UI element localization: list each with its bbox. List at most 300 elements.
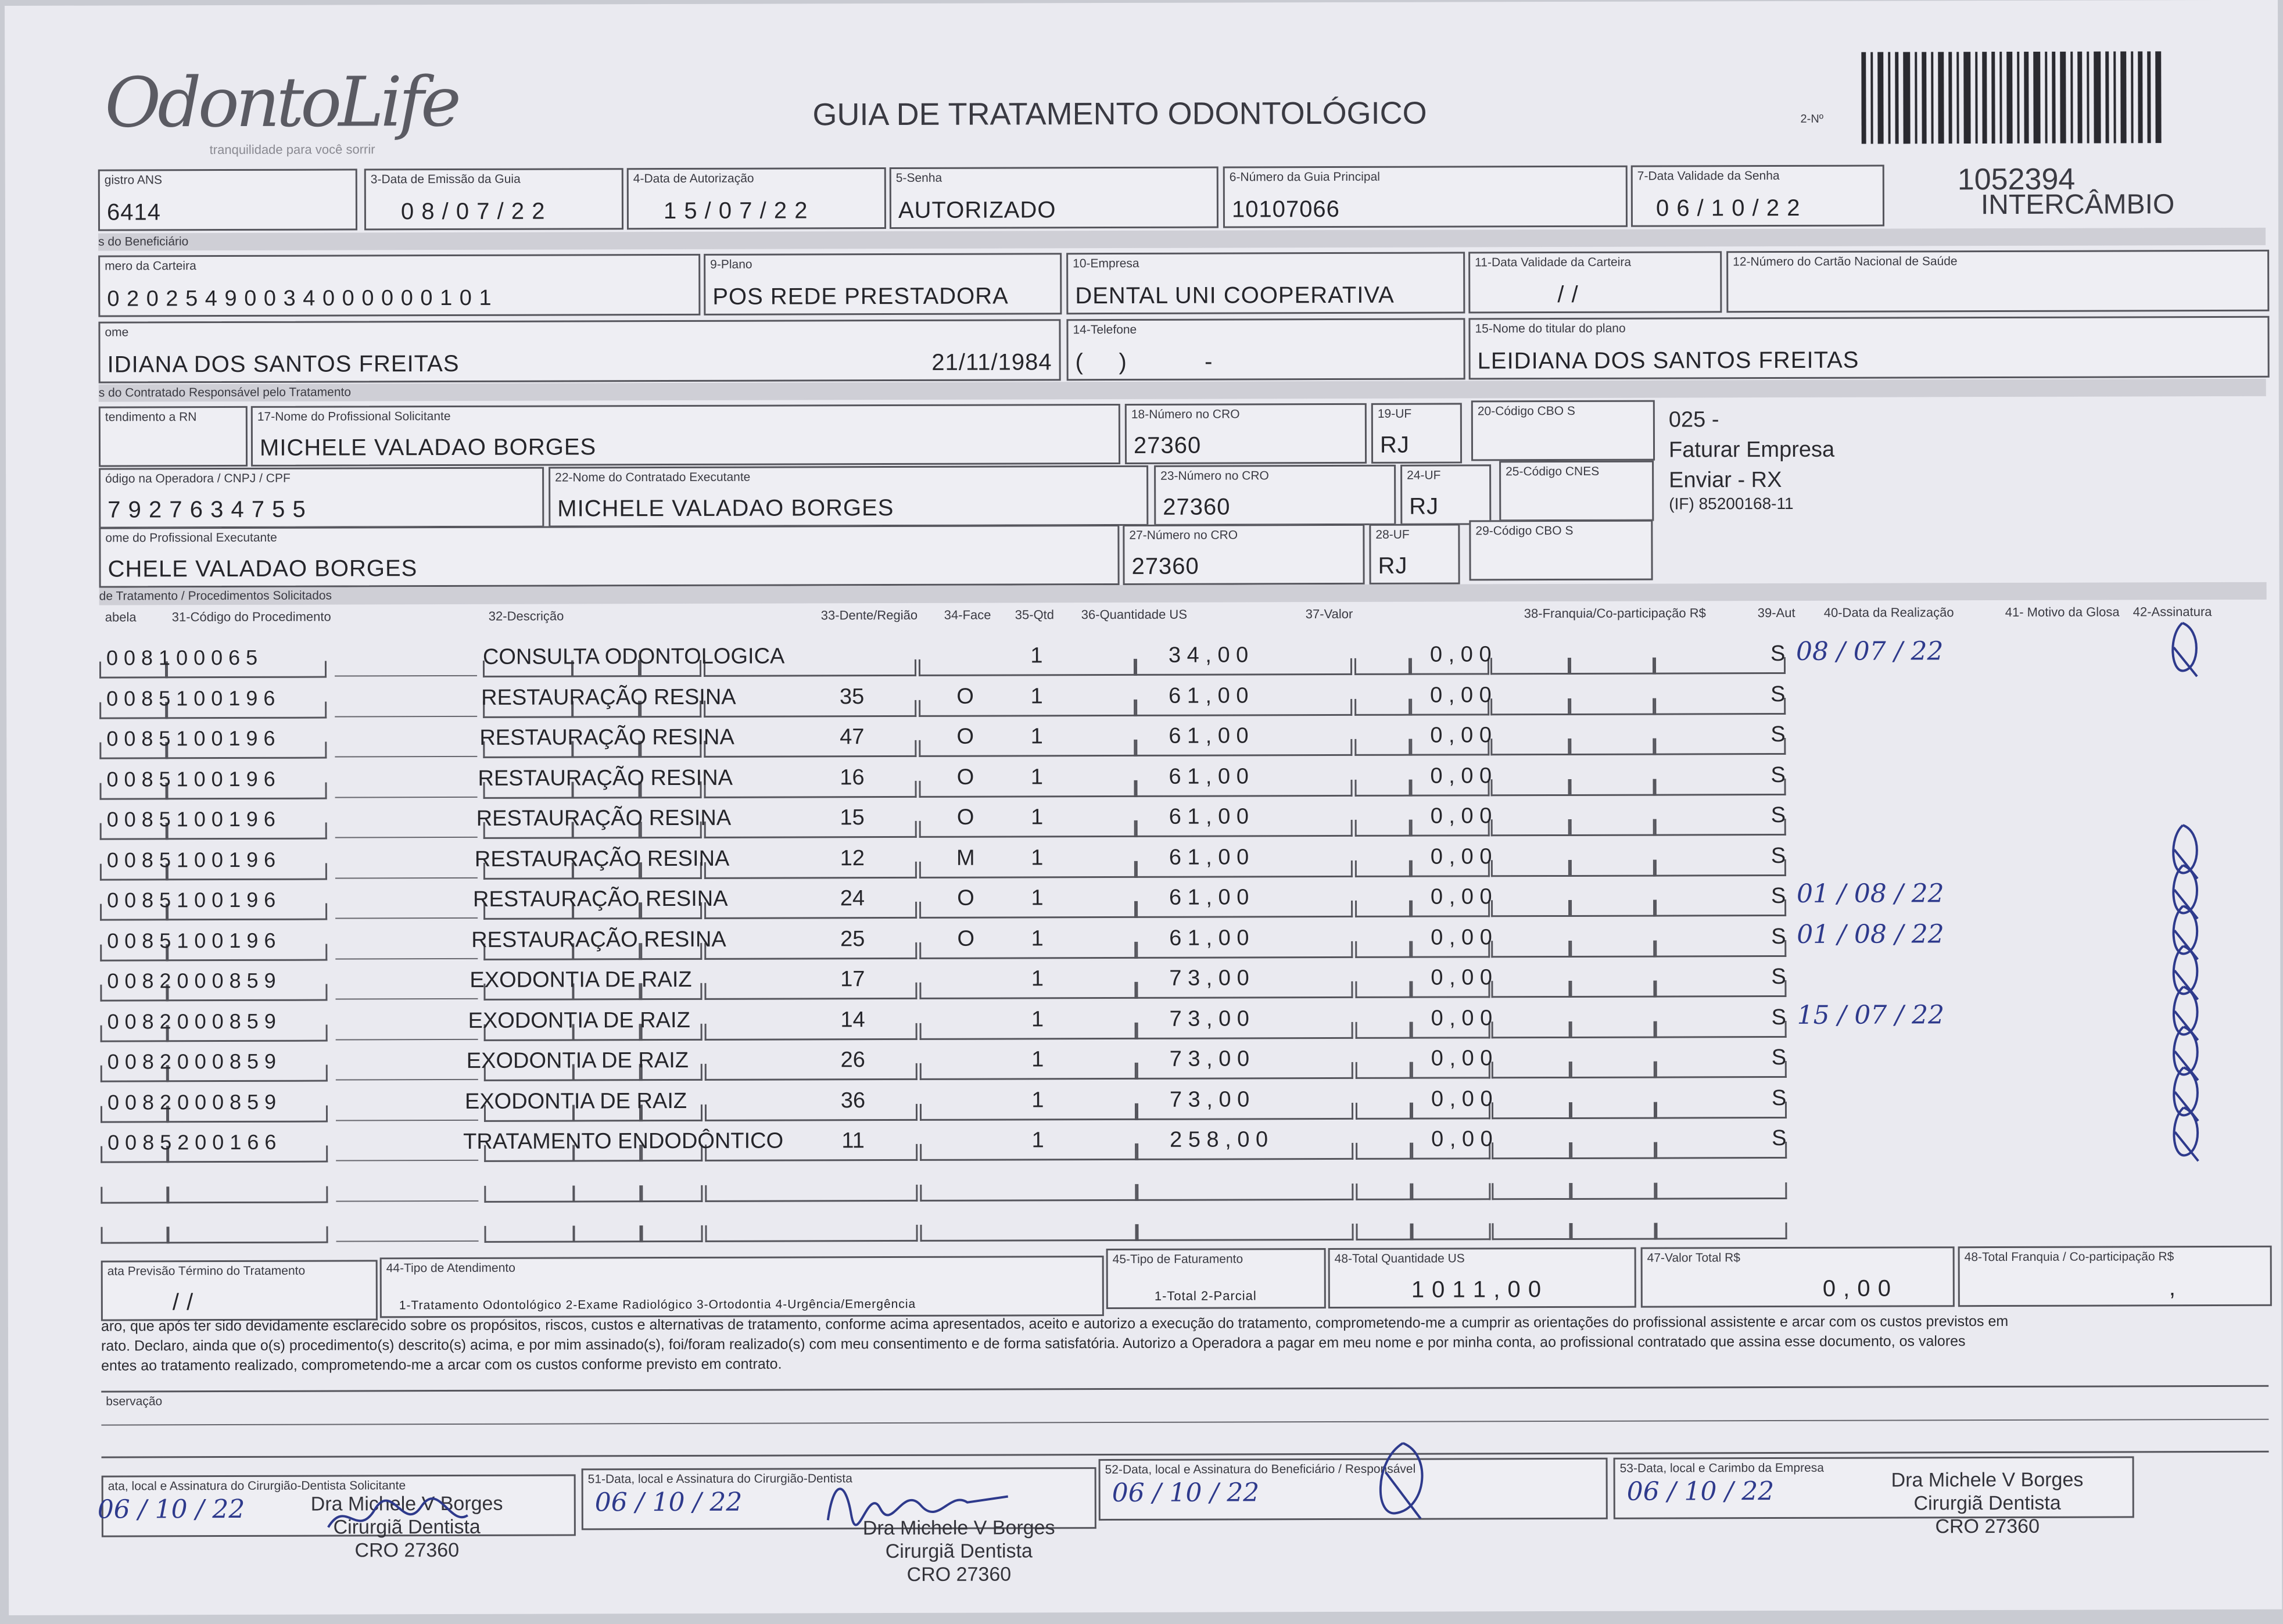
quantidade[interactable]: 1 [1031,1047,1044,1072]
autorizado[interactable]: S [1770,641,1786,666]
col-face: 34-Face [944,607,991,622]
data-realizacao[interactable]: 01 / 08 / 22 [1796,879,1944,909]
procedure-description[interactable]: EXODONTIA DE RAIZ [468,1008,690,1033]
stamp-role: Cirurgiã Dentista [333,1515,481,1539]
table-row [101,1039,2268,1086]
digit-box [1355,981,1411,998]
procedure-description[interactable]: RESTAURAÇÃO RESINA [476,805,732,831]
quantidade[interactable]: 1 [1031,845,1044,870]
quantidade[interactable]: 1 [1030,643,1043,668]
procedure-description[interactable]: EXODONTIA DE RAIZ [464,1088,687,1114]
digit-box [920,1224,1138,1242]
digit-box [1491,940,1570,957]
quantidade-us[interactable]: 6 1 , 0 0 [1169,763,1249,789]
cnes-label: 25-Código CNES [1506,464,1600,479]
digit-box [485,1225,575,1242]
procedure-description[interactable]: RESTAURAÇÃO RESINA [478,765,733,791]
odontolife-logo [105,61,458,157]
table-row [100,959,2267,1005]
quantidade-us[interactable]: 6 1 , 0 0 [1169,925,1249,951]
rn-field[interactable] [99,406,248,467]
note-line-2: Faturar Empresa [1668,437,1835,463]
qtd-us-field[interactable] [1328,1247,1636,1308]
telefone-value: ( ) - [1075,349,1213,375]
franquia[interactable]: 0 , 0 0 [1431,1046,1493,1071]
uf28-label: 28-UF [1375,528,1410,542]
digit-box [484,1185,575,1202]
description-line [335,755,477,758]
consent-line-3: entes ao tratamento realizado, comprometendo-me a arcar com os custos conforme previsto em contrato. [101,1356,782,1374]
quantidade-us[interactable]: 7 3 , 0 0 [1169,1006,1249,1031]
autorizado[interactable]: S [1772,1125,1787,1151]
uf24-value: RJ [1409,493,1439,519]
digit-box [1655,980,1786,998]
dente-regiao[interactable]: 16 [840,765,865,790]
digit-box [1355,941,1411,958]
quantidade-us[interactable]: 7 3 , 0 0 [1169,1046,1250,1071]
procedure-description[interactable]: RESTAURAÇÃO RESINA [472,886,728,912]
franquia[interactable]: 0 , 0 0 [1431,1086,1493,1112]
franquia[interactable]: 0 , 0 0 [1430,763,1492,788]
faturamento-value: 1-Total 2-Parcial [1154,1288,1257,1303]
franquia[interactable]: 0 , 0 0 [1430,804,1492,829]
digit-box [1569,658,1654,675]
franquia[interactable]: 0 , 0 0 [1430,723,1492,748]
procedimentos-section: de Tratamento / Procedimentos Solicitados [99,582,2267,605]
emissao-label: 3-Data de Emissão da Guia [370,172,521,187]
cro23-field[interactable] [1154,465,1396,526]
digit-box [1492,1102,1571,1118]
rn-label: tendimento a RN [105,410,197,424]
franquia-total-field[interactable] [1958,1246,2272,1307]
dente-regiao[interactable]: 47 [840,725,865,750]
procedure-code[interactable]: 0 0 8 5 1 0 0 1 9 6 [106,887,276,912]
ans-field[interactable] [98,169,357,231]
empresa-value: DENTAL UNI COOPERATIVA [1075,282,1395,309]
validade-carteira-label: 11-Data Validade da Carteira [1475,255,1632,270]
table-row [100,837,2267,884]
col-dente: 33-Dente/Região [820,607,918,623]
autorizado[interactable]: S [1771,722,1786,747]
procedure-description[interactable]: EXODONTIA DE RAIZ [469,967,692,992]
stamp-cro: CRO 27360 [1935,1515,2040,1538]
franquia[interactable]: 0 , 0 0 [1431,1127,1493,1152]
sig-beneficiario-field[interactable] [1099,1458,1608,1521]
quantidade-us[interactable]: 6 1 , 0 0 [1169,885,1249,910]
dente-regiao[interactable]: 11 [841,1128,865,1153]
cartao-nacional-label: 12-Número do Cartão Nacional de Saúde [1733,254,1958,269]
digit-box [1492,1021,1571,1038]
procedure-description[interactable]: EXODONTIA DE RAIZ [466,1048,689,1073]
data-realizacao[interactable]: 15 / 07 / 22 [1797,999,1945,1030]
uf19-field[interactable] [1371,403,1462,463]
quantidade[interactable]: 1 [1031,1006,1044,1031]
digit-box [1571,1223,1655,1240]
franquia[interactable]: 0 , 0 0 [1429,642,1492,667]
procedure-code[interactable]: 0 0 8 2 0 0 0 8 5 9 [107,1089,277,1114]
procedure-code[interactable]: 0 0 8 5 1 0 0 1 9 6 [106,766,275,791]
digit-box [1569,779,1654,795]
digit-box [101,1227,169,1243]
barcode-icon [1861,51,2163,144]
cro23-label: 23-Número no CRO [1160,469,1269,483]
autorizado[interactable]: S [1771,924,1786,949]
digit-box [1491,819,1570,836]
digit-box [101,1186,168,1203]
digit-box [1570,981,1655,998]
digit-box [641,1225,703,1242]
signature-mark-icon [2157,1103,2210,1167]
col-qtd: 35-Qtd [1015,607,1055,622]
cartao-nacional-field[interactable] [1726,250,2269,313]
page-title: GUIA DE TRATAMENTO ODONTOLÓGICO [812,95,1427,132]
valor-total-value: 0 , 0 0 [1822,1275,1892,1302]
dente-regiao[interactable]: 36 [840,1088,866,1113]
quantidade[interactable]: 1 [1030,683,1043,708]
nome-field[interactable] [98,319,1060,383]
plano-field[interactable] [704,253,1062,316]
description-line [335,956,478,959]
table-row [99,716,2267,763]
qtd-us-label: 48-Total Quantidade US [1334,1252,1465,1266]
prof-exec-value: CHELE VALADAO BORGES [107,555,418,582]
franquia[interactable]: 0 , 0 0 [1431,1005,1493,1031]
quantidade[interactable]: 1 [1030,764,1044,789]
autorizado[interactable]: S [1771,1045,1787,1070]
procedure-code[interactable]: 0 0 8 5 1 0 0 1 9 6 [106,726,275,751]
carteira-field[interactable] [98,254,700,317]
atendimento-field[interactable] [380,1256,1104,1318]
reference-type: INTERCÂMBIO [1980,189,2175,221]
digit-box [1571,1021,1655,1038]
dente-regiao[interactable]: 14 [840,1007,865,1032]
quantidade-us[interactable]: 6 1 , 0 0 [1169,804,1249,829]
digit-box [1655,859,1786,876]
quantidade-us[interactable]: 7 3 , 0 0 [1169,1087,1250,1112]
procedures-header [6,604,2280,631]
procedure-description[interactable]: RESTAURAÇÃO RESINA [479,725,734,750]
cbo20-label: 20-Código CBO S [1477,404,1575,418]
empresa-field[interactable] [1066,252,1465,314]
digit-box [1491,900,1570,917]
emissao-field[interactable] [364,168,623,230]
dente-regiao[interactable]: 25 [840,926,865,951]
dente-regiao[interactable]: 15 [840,805,865,830]
titular-field[interactable] [1468,316,2269,380]
empresa-label: 10-Empresa [1073,256,1139,271]
digit-box [1354,658,1410,675]
plano-label: 9-Plano [710,257,752,271]
executante-label: 22-Nome do Contratado Executante [555,470,751,485]
digit-box [704,821,917,838]
autorizacao-label: 4-Data de Autorização [633,171,754,186]
procedure-code[interactable]: 0 0 8 5 1 0 0 1 9 6 [106,806,275,831]
guia-principal-field[interactable] [1223,166,1628,228]
col-data: 40-Data da Realização [1823,605,1954,620]
stamp-cro: CRO 27360 [906,1563,1012,1586]
procedure-code[interactable]: 0 0 8 2 0 0 0 8 5 9 [107,1009,276,1034]
description-line [335,916,478,919]
digit-box [1356,1143,1411,1160]
carteira-value: 0 2 0 2 5 4 9 0 0 3 4 0 0 0 0 0 0 1 0 1 [107,285,492,311]
digit-box [1356,1021,1411,1038]
data-realizacao[interactable]: 08 / 07 / 22 [1795,636,1944,666]
cro27-value: 27360 [1131,553,1199,579]
atendimento-value: 1-Tratamento Odontológico 2-Exame Radiológico 3-Ortodontia 4-Urgência/Emergência [399,1297,916,1313]
quantidade[interactable]: 1 [1031,1128,1044,1153]
senha-field[interactable] [890,167,1218,229]
autorizado[interactable]: S [1771,682,1786,707]
operadora-field[interactable] [99,467,544,529]
procedure-code[interactable]: 0 0 8 5 2 0 0 1 6 6 [107,1130,277,1155]
data-realizacao[interactable]: 01 / 08 / 22 [1797,919,1944,949]
validade-carteira-field[interactable] [1468,251,1722,313]
quantidade[interactable]: 1 [1030,724,1043,749]
note-line-4: (IF) 85200168-11 [1669,494,1794,513]
procedure-description[interactable]: RESTAURAÇÃO RESINA [471,927,726,952]
plano-value: POS REDE PRESTADORA [712,283,1009,310]
digit-box [1569,698,1654,715]
digit-box [1355,820,1411,837]
quantidade-us[interactable]: 6 1 , 0 0 [1169,844,1249,870]
valor-total-label: 47-Valor Total R$ [1647,1251,1740,1265]
consent-line-1: aro, que após ter sido devidamente esclarecido sobre os propósitos, riscos, custos e alternativas de tratamento, conforme acima apresentados, aceito e autorizo a execução do tratamento, comprometendo-me a cumprir as orientações do profissional assistente e arcar com os custos previstos em [101,1313,2009,1335]
solicitante-label: 17-Nome do Profissional Solicitante [257,409,451,424]
telefone-field[interactable] [1066,318,1465,381]
stamp-cro: CRO 27360 [354,1539,460,1562]
digit-box [920,1184,1138,1201]
franquia[interactable]: 0 , 0 0 [1431,965,1493,990]
signature-scribble-solicitante [322,1492,474,1545]
dente-regiao[interactable]: 24 [840,886,865,911]
autorizado[interactable]: S [1771,883,1786,909]
digit-box [704,902,917,919]
table-row [100,797,2267,844]
senha-label: 5-Senha [895,171,942,185]
operadora-value: 7 9 2 7 6 3 4 7 5 5 [107,496,306,523]
digit-box [704,861,917,879]
table-row [99,676,2267,722]
consent-line-2: rato. Declaro, ainda que o(s) procedimento(s) descrito(s) acima, e por mim assinado(s), foi/foram realizado(s) com meu consentimento e de forma satisfatória. Autorizo a Operadora a pagar em meu nome e por minha conta, ao profissional contratado que assina esse documento, os valores [101,1333,1966,1354]
beneficiario-section: s do Beneficiário [98,228,2266,251]
procedure-code[interactable]: 0 0 8 2 0 0 0 8 5 9 [107,968,276,993]
procedure-description[interactable]: RESTAURAÇÃO RESINA [474,846,730,872]
termino-value: / / [172,1289,194,1315]
face[interactable]: O [956,765,974,790]
quantidade[interactable]: 1 [1031,1087,1044,1112]
digit-box [704,740,916,758]
stamp-role: Cirurgiã Dentista [1913,1492,2061,1515]
cnes-field[interactable] [1499,461,1654,522]
valor-total-field[interactable] [1641,1246,1955,1307]
digit-box [1356,1183,1411,1200]
sig-executante-label: 51-Data, local e Assinatura do Cirurgião-Dentista [587,1472,852,1486]
face[interactable]: O [957,886,974,910]
digit-box [705,1225,917,1242]
uf24-field[interactable] [1400,464,1491,525]
digit-box [1492,1142,1571,1159]
digit-box [704,780,916,798]
sig-beneficiario-label: 52-Data, local e Assinatura do Beneficiário / Responsável [1105,1462,1416,1477]
face[interactable]: O [956,724,974,749]
franquia-total-label: 48-Total Franquia / Co-participação R$ [1964,1250,2174,1264]
cro27-label: 27-Número no CRO [1129,528,1238,542]
cbo29-field[interactable] [1469,520,1653,581]
autorizacao-field[interactable] [627,167,886,230]
quantidade-us[interactable]: 6 1 , 0 0 [1169,683,1249,708]
cbo29-label: 29-Código CBO S [1475,524,1574,538]
logo-brand: OdontoLife [105,61,458,143]
description-line [335,836,478,838]
observacao-rule [101,1419,2268,1426]
table-row [101,1201,2268,1247]
termino-label: ata Previsão Término do Tratamento [107,1264,306,1278]
description-line [336,1078,478,1081]
digit-box [1654,657,1786,675]
face[interactable]: O [956,805,974,830]
digit-box [1492,1062,1571,1078]
digit-box [1491,859,1570,876]
autorizado[interactable]: S [1771,802,1786,828]
table-row [99,636,2267,682]
sig-executante-date: 06 / 10 / 22 [594,1487,743,1518]
autorizado[interactable]: S [1771,964,1786,990]
face[interactable]: M [956,845,975,870]
digit-box [1569,738,1654,755]
digit-box [704,942,917,959]
dente-regiao[interactable]: 26 [840,1048,865,1073]
quantidade[interactable]: 1 [1031,886,1044,910]
digit-box [1655,1223,1787,1240]
autorizado[interactable]: S [1771,843,1786,868]
franquia[interactable]: 0 , 0 0 [1430,844,1492,869]
autorizado[interactable]: S [1771,1085,1787,1110]
cro23-value: 27360 [1163,494,1231,520]
digit-box [1491,981,1570,998]
quantidade-us[interactable]: 3 4 , 0 0 [1168,643,1249,668]
faturamento-label: 45-Tipo de Faturamento [1112,1252,1243,1267]
procedure-description[interactable]: CONSULTA ODONTOLOGICA [482,644,785,669]
digit-box [1655,1061,1787,1078]
digit-box [1355,901,1411,917]
description-line [336,1037,478,1040]
note-line-1: 025 - [1668,407,1719,432]
sig-beneficiario-date: 06 / 10 / 22 [1112,1478,1260,1508]
sig-empresa-date: 06 / 10 / 22 [1626,1476,1775,1507]
quantidade[interactable]: 1 [1031,966,1044,991]
senha-value: AUTORIZADO [898,197,1056,223]
franquia[interactable]: 0 , 0 0 [1430,682,1492,708]
table-row [100,878,2267,924]
cbo20-field[interactable] [1471,400,1655,461]
procedure-code[interactable]: 0 0 8 5 1 0 0 1 9 6 [106,686,275,711]
faturamento-field[interactable] [1106,1248,1326,1309]
dente-regiao[interactable]: 12 [840,845,865,870]
validade-senha-label: 7-Data Validade da Senha [1637,169,1780,183]
digit-box [705,1184,917,1202]
validade-senha-value: 0 6 / 1 0 / 2 2 [1655,195,1801,221]
franquia[interactable]: 0 , 0 0 [1430,884,1492,909]
digit-box [1411,1183,1490,1200]
uf28-field[interactable] [1369,524,1460,584]
col-descricao: 32-Descrição [488,608,564,623]
col-glosa: 41- Motivo da Glosa [2005,604,2120,619]
procedure-description[interactable]: RESTAURAÇÃO RESINA [481,684,736,710]
digit-box [1490,698,1569,715]
col-valor: 37-Valor [1305,606,1353,622]
quantidade[interactable]: 1 [1031,805,1044,830]
description-line [336,1118,478,1121]
autorizado[interactable]: S [1771,762,1786,787]
description-line [335,674,477,677]
face[interactable]: O [956,684,974,709]
franquia[interactable]: 0 , 0 0 [1431,924,1492,950]
executante-value: MICHELE VALADAO BORGES [557,494,894,522]
cro27-field[interactable] [1123,524,1364,585]
digit-box [1492,1223,1571,1240]
autorizacao-value: 1 5 / 0 7 / 2 2 [663,198,808,224]
autorizado[interactable]: S [1771,1005,1786,1030]
procedure-code[interactable]: 0 0 8 5 1 0 0 1 9 6 [107,928,276,953]
procedure-code[interactable]: 0 0 8 2 0 0 0 8 5 9 [107,1049,277,1074]
description-line [335,997,478,1000]
emissao-value: 0 8 / 0 7 / 2 2 [400,198,546,225]
dente-regiao[interactable]: 17 [840,967,865,992]
dente-regiao[interactable]: 35 [839,684,865,709]
validade-senha-field[interactable] [1631,165,1884,227]
digit-box [1571,1102,1655,1118]
cro18-field[interactable] [1125,403,1367,464]
procedure-description[interactable]: TRATAMENTO ENDODÔNTICO [463,1128,784,1154]
executante-field[interactable] [549,465,1148,528]
digit-box [1571,1182,1655,1199]
digit-box [1135,1224,1353,1241]
signature-scribble-beneficiario [1362,1437,1443,1525]
prof-exec-field[interactable] [99,525,1119,588]
quantidade-us[interactable]: 6 1 , 0 0 [1169,723,1249,748]
procedure-code[interactable]: 0 0 8 1 0 0 0 6 5 [106,645,258,670]
digit-box [705,1103,917,1121]
quantidade-us[interactable]: 7 3 , 0 0 [1169,966,1249,991]
face[interactable]: O [957,926,975,951]
ans-label: gistro ANS [104,173,163,187]
digit-box [1655,1101,1787,1118]
observacao-field[interactable] [101,1385,2268,1458]
termino-field[interactable] [101,1260,378,1321]
digit-box [572,1185,641,1202]
quantidade[interactable]: 1 [1031,926,1044,951]
digit-box [1356,1224,1411,1241]
digit-box [704,983,917,1000]
titular-label: 15-Nome do titular do plano [1475,321,1626,336]
digit-box [1492,1182,1571,1199]
nascimento-value: 21/11/1984 [931,349,1052,375]
digit-box [1354,739,1410,756]
digit-box [1571,1062,1655,1078]
solicitante-field[interactable] [251,404,1120,467]
observacao-label: bservação [106,1394,163,1408]
table-row [100,918,2267,965]
quantidade-us[interactable]: 2 5 8 , 0 0 [1170,1127,1268,1152]
procedure-code[interactable]: 0 0 8 5 1 0 0 1 9 6 [106,847,276,872]
digit-box [1490,658,1569,675]
description-line [335,876,478,879]
guia-sheet [5,0,2282,1615]
stamp-empresa [1891,1468,2084,1539]
col-assinatura: 42-Assinatura [2133,604,2212,619]
digit-box [1490,779,1569,795]
digit-box [1655,819,1786,836]
